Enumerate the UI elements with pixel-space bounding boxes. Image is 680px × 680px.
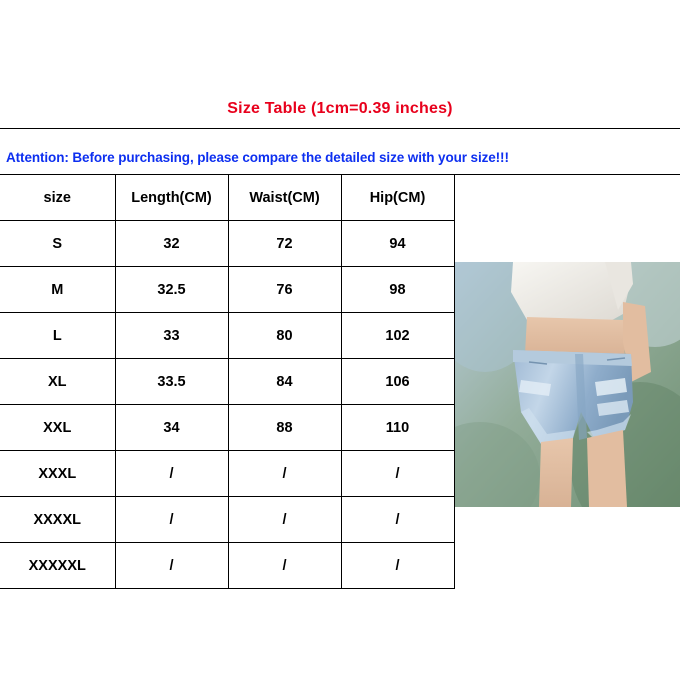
cell-length: 32.5 xyxy=(115,267,228,313)
cell-size: XXL xyxy=(0,405,115,451)
cell-hip: 102 xyxy=(341,313,454,359)
cell-waist: 84 xyxy=(228,359,341,405)
denim-shorts-image xyxy=(455,262,680,507)
table-row xyxy=(0,267,454,313)
cell-size: XL xyxy=(0,359,115,405)
cell-size: M xyxy=(0,267,115,313)
cell-length: 33.5 xyxy=(115,359,228,405)
table-row xyxy=(0,313,454,359)
table-row xyxy=(0,497,454,543)
column-header-hip: Hip(CM) xyxy=(341,175,454,221)
cell-length: / xyxy=(115,451,228,497)
page-title: Size Table (1cm=0.39 inches) xyxy=(227,100,453,117)
cell-waist: / xyxy=(228,451,341,497)
cell-size: XXXL xyxy=(0,451,115,497)
divider-top xyxy=(0,128,680,129)
cell-size: XXXXL xyxy=(0,497,115,543)
cell-size: XXXXXL xyxy=(0,543,115,589)
cell-waist: 80 xyxy=(228,313,341,359)
column-header-waist: Waist(CM) xyxy=(228,175,341,221)
column-header-size: size xyxy=(0,175,115,221)
cell-hip: / xyxy=(341,497,454,543)
cell-waist: / xyxy=(228,543,341,589)
table-header-row xyxy=(0,175,454,221)
cell-hip: / xyxy=(341,451,454,497)
product-photo xyxy=(455,262,680,507)
size-table xyxy=(0,175,455,589)
cell-size: L xyxy=(0,313,115,359)
attention-note: Attention: Before purchasing, please compare the detailed size with your size!!! xyxy=(6,150,509,165)
cell-length: / xyxy=(115,543,228,589)
cell-length: 32 xyxy=(115,221,228,267)
cell-hip: 98 xyxy=(341,267,454,313)
cell-hip: / xyxy=(341,543,454,589)
cell-waist: 72 xyxy=(228,221,341,267)
table-row xyxy=(0,221,454,267)
table-row xyxy=(0,451,454,497)
cell-length: / xyxy=(115,497,228,543)
cell-waist: 76 xyxy=(228,267,341,313)
cell-waist: 88 xyxy=(228,405,341,451)
cell-hip: 94 xyxy=(341,221,454,267)
table-row xyxy=(0,405,454,451)
cell-length: 34 xyxy=(115,405,228,451)
cell-length: 33 xyxy=(115,313,228,359)
table-row xyxy=(0,359,454,405)
cell-hip: 110 xyxy=(341,405,454,451)
cell-hip: 106 xyxy=(341,359,454,405)
column-header-length: Length(CM) xyxy=(115,175,228,221)
table-row xyxy=(0,543,454,589)
cell-size: S xyxy=(0,221,115,267)
cell-waist: / xyxy=(228,497,341,543)
